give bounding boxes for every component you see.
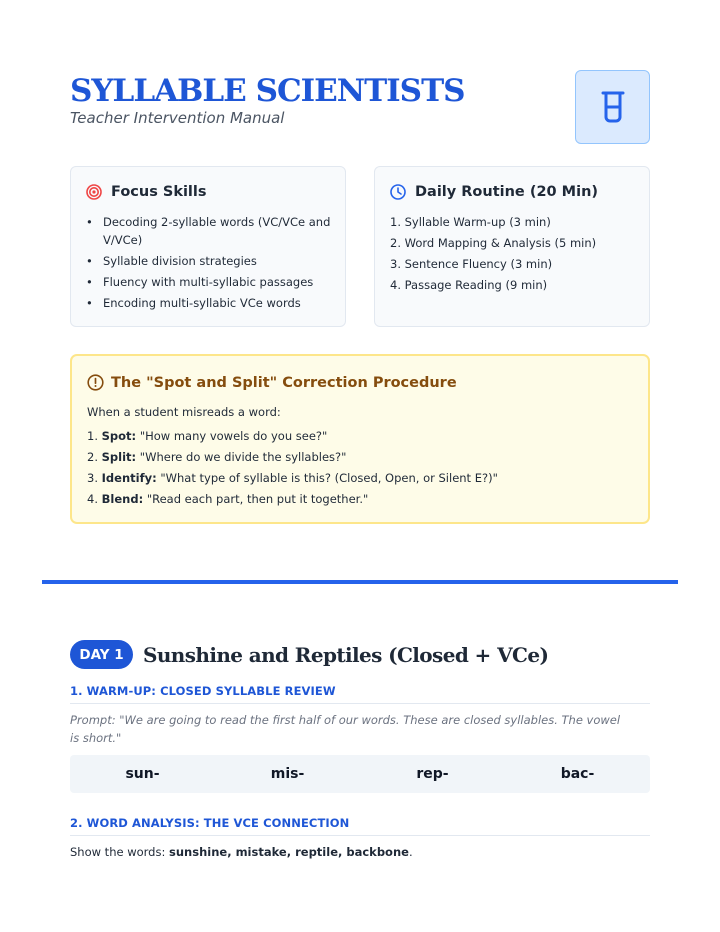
correction-steps (87, 427, 498, 511)
step-label: Spot: (101, 429, 137, 443)
step-label: Blend: (101, 492, 144, 506)
syllable-item: mis- (270, 766, 305, 782)
syllable-item: bac- (560, 766, 595, 782)
syllable-item: rep- (416, 766, 449, 782)
beaker-icon (598, 90, 628, 124)
list-item: 3. Sentence Fluency (3 min) (390, 257, 553, 271)
page-title: SYLLABLE SCIENTISTS (70, 73, 465, 109)
list-item: • Fluency with multi-syllabic passages (86, 273, 344, 291)
logo-badge (575, 70, 650, 144)
list-item: 1. Syllable Warm-up (3 min) (390, 215, 551, 229)
step-label: Split: (101, 450, 137, 464)
day-badge: DAY 1 (70, 640, 133, 669)
focus-skills-heading (86, 184, 207, 200)
focus-skills-list (86, 213, 344, 315)
list-item: 3. Identify: "What type of syllable is this? (Closed, Open, or Silent E?)" (87, 471, 498, 485)
daily-routine-list (390, 213, 645, 297)
list-item: 2. Word Mapping & Analysis (5 min) (390, 236, 597, 250)
list-item: 4. Passage Reading (9 min) (390, 278, 548, 292)
daily-routine-title: Daily Routine (20 Min) (415, 184, 599, 200)
warmup-prompt: Prompt: "We are going to read the first half of our words. These are closed syllables. The vowel is short." (70, 713, 621, 745)
focus-skills-title: Focus Skills (111, 184, 207, 200)
correction-procedure-title: The "Spot and Split" Correction Procedure (111, 374, 457, 391)
correction-procedure-box (70, 354, 650, 524)
word-analysis-instructions: Show the words: sunshine, mistake, reptile, backbone. (70, 845, 413, 859)
list-item: • Syllable division strategies (86, 252, 344, 270)
section-divider (42, 580, 678, 584)
correction-procedure-heading (87, 374, 457, 391)
clock-icon (390, 184, 406, 200)
daily-routine-heading (390, 184, 598, 200)
alert-circle-icon (87, 374, 104, 391)
list-item: 1. Spot: "How many vowels do you see?" (87, 429, 328, 443)
manual-header (70, 70, 650, 150)
focus-skills-card (70, 166, 346, 327)
step-label: Identify: (101, 471, 157, 485)
syllable-item: sun- (125, 766, 160, 782)
word-list: sunshine, mistake, reptile, backbone (169, 845, 409, 859)
day-title: Sunshine and Reptiles (Closed + VCe) (143, 643, 549, 667)
syllable-bar (70, 755, 650, 793)
list-item: • Decoding 2-syllable words (VC/VCe and V/VCe) (86, 213, 344, 249)
daily-routine-card (374, 166, 650, 327)
warmup-heading: 1. WARM-UP: CLOSED SYLLABLE REVIEW (70, 684, 650, 704)
target-icon (86, 184, 102, 200)
page-subtitle: Teacher Intervention Manual (70, 109, 285, 127)
list-item: 2. Split: "Where do we divide the syllables?" (87, 450, 347, 464)
word-analysis-heading: 2. WORD ANALYSIS: THE VCE CONNECTION (70, 816, 650, 836)
list-item: • Encoding multi-syllabic VCe words (86, 294, 344, 312)
correction-intro: When a student misreads a word: (87, 405, 281, 419)
list-item: 4. Blend: "Read each part, then put it together." (87, 492, 369, 506)
